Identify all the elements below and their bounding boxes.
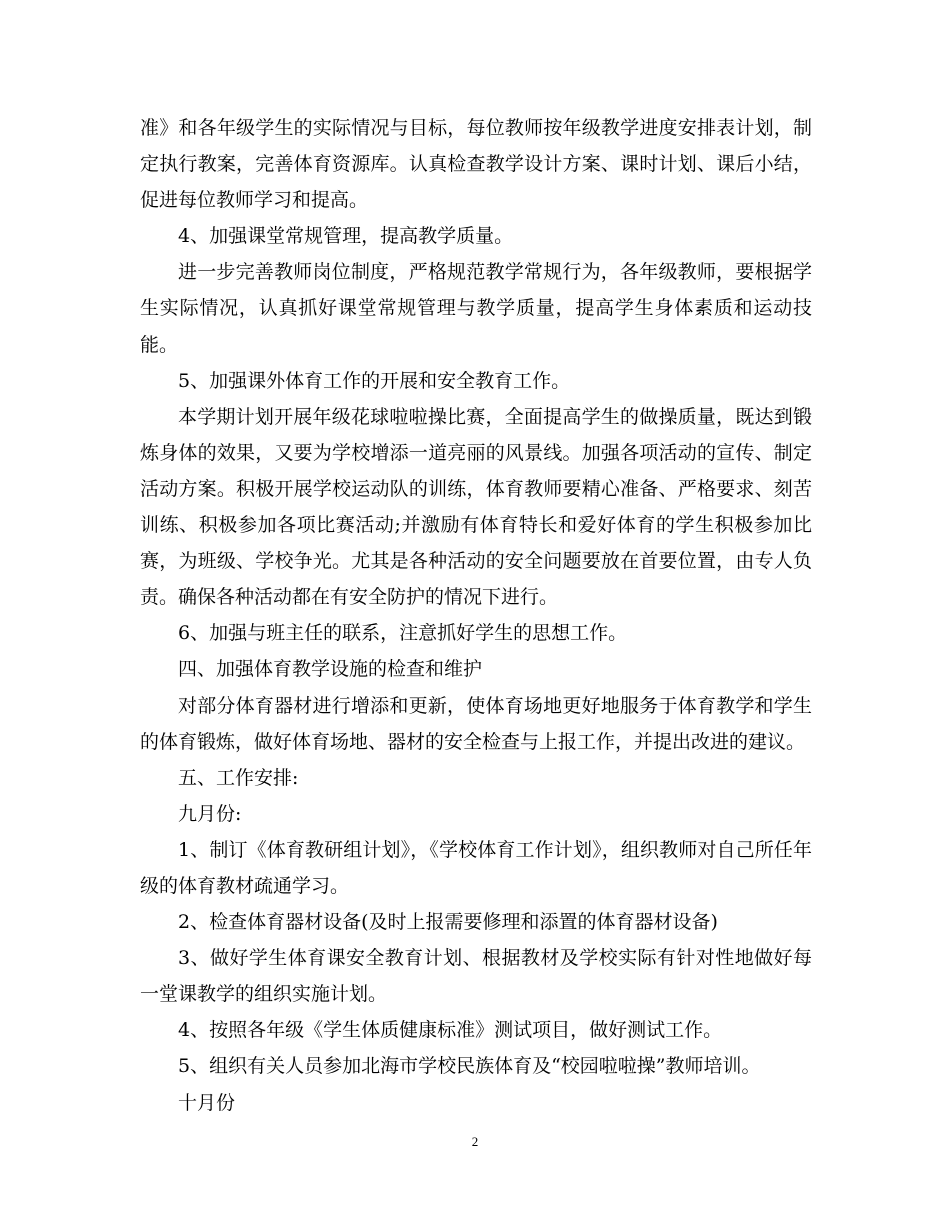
paragraph: 2、检查体育器材设备(及时上报需要修理和添置的体育器材设备) <box>178 911 718 934</box>
page-number: 2 <box>471 1134 479 1149</box>
paragraph: 6、加强与班主任的联系，注意抓好学生的思想工作。 <box>178 622 628 645</box>
paragraph: 5、加强课外体育工作的开展和安全教育工作。 <box>178 369 571 392</box>
paragraph: 4、加强课堂常规管理，提高教学质量。 <box>178 225 514 248</box>
paragraph: 五、工作安排: <box>178 766 299 789</box>
paragraph: 1、制订《体育教研组计划》，《学校体育工作计划》，组织教师对自己所任年级的体育教材疏通学习。 <box>140 838 812 897</box>
paragraph: 3、做好学生体育课安全教育计划、根据教材及学校实际有针对性地做好每一堂课教学的组织实施计划。 <box>140 947 812 1006</box>
paragraph: 十月份 <box>178 1091 236 1114</box>
document-body <box>140 110 812 1121</box>
paragraph: 对部分体育器材进行增添和更新，使体育场地更好地服务于体育教学和学生的体育锻炼，做好体育场地、器材的安全检查与上报工作，并提出改进的建议。 <box>140 694 812 753</box>
paragraph: 5、组织有关人员参加北海市学校民族体育及“校园啦啦操”教师培训。 <box>178 1055 761 1078</box>
paragraph: 四、加强体育教学设施的检查和维护 <box>178 658 483 681</box>
paragraph: 九月份: <box>178 802 242 825</box>
paragraph: 本学期计划开展年级花球啦啦操比赛，全面提高学生的做操质量，既达到锻炼身体的效果，又要为学校增添一道亮丽的风景线。加强各项活动的宣传、制定活动方案。积极开展学校运动队的训练，体育教师要精心准备、严格要求、刻苦训练、积极参加各项比赛活动;并激励有体育特长和爱好体育的学生积极参加比赛，为班级、学校争光。尤其是各种活动的安全问题要放在首要位置，由专人负责。确保各种活动都在有安全防护的情况下进行。 <box>140 405 812 609</box>
paragraph: 4、按照各年级《学生体质健康标准》测试项目，做好测试工作。 <box>178 1019 723 1042</box>
paragraph: 准》和各年级学生的实际情况与目标，每位教师按年级教学进度安排表计划，制定执行教案，完善体育资源库。认真检查教学设计方案、课时计划、课后小结，促进每位教师学习和提高。 <box>140 117 812 212</box>
paragraph: 进一步完善教师岗位制度，严格规范教学常规行为，各年级教师，要根据学生实际情况，认真抓好课堂常规管理与教学质量，提高学生身体素质和运动技能。 <box>140 261 812 356</box>
